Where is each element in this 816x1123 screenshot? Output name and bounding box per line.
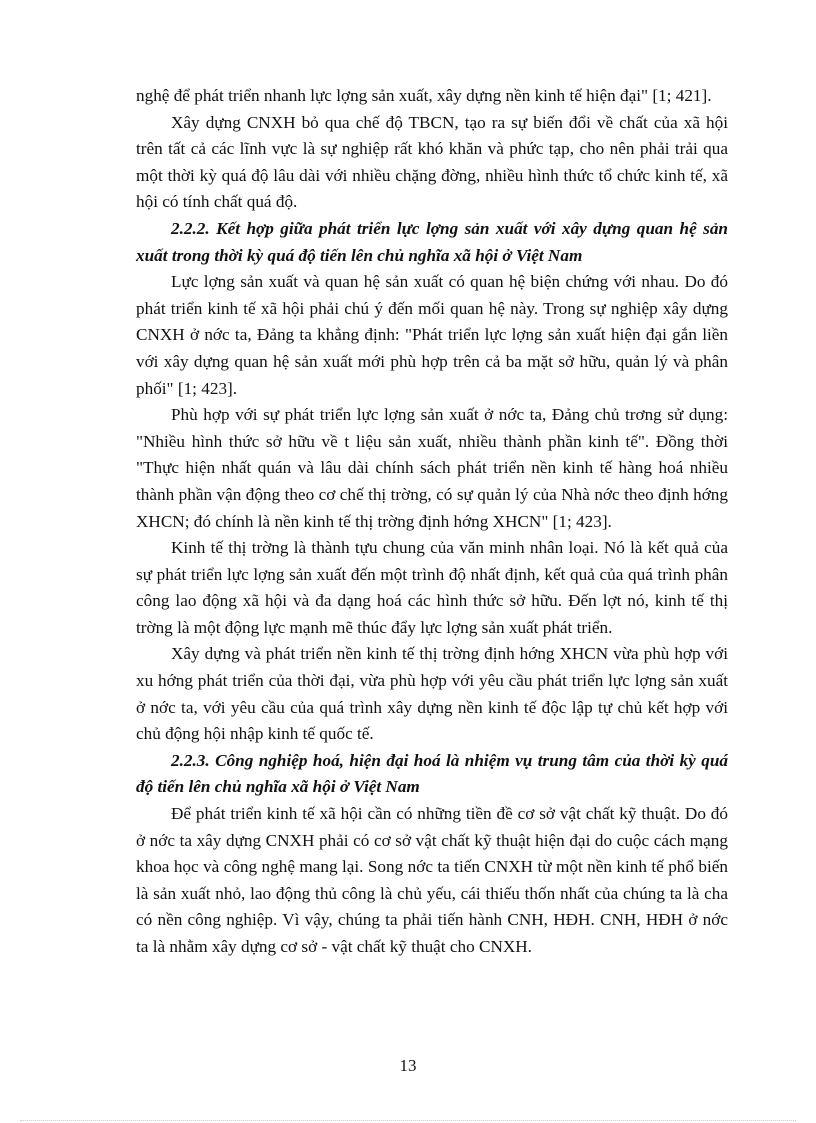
section-heading-2-2-2: 2.2.2. Kết hợp giữa phát triển lực lợng sản xuất với xây dựng quan hệ sản xuất trong thời kỳ quá độ tiến lên chủ nghĩa xã hội ở Việt Nam	[136, 218, 728, 265]
document-body	[136, 83, 728, 961]
page-bottom-divider	[20, 1120, 796, 1121]
paragraph: Để phát triển kinh tế xã hội cần có những tiền đề cơ sở vật chất kỹ thuật. Do đó ở nớc ta xây dựng CNXH phải có cơ sở vật chất kỹ thuật hiện đại do cuộc cách mạng khoa học và công nghệ mang lại. Song nớc ta tiến CNXH từ một nền kinh tế phổ biến là sản xuất nhỏ, lao động thủ công là chủ yếu, cái thiếu thốn nhất của chúng ta là cha có nền công nghiệp. Vì vậy, chúng ta phải tiến hành CNH, HĐH. CNH, HĐH ở nớc ta là nhằm xây dựng cơ sở - vật chất kỹ thuật cho CNXH.	[136, 804, 728, 956]
paragraph: Phù hợp với sự phát triển lực lợng sản xuất ở nớc ta, Đảng chủ trơng sử dụng: "Nhiều hình thức sở hữu về t liệu sản xuất, nhiều thành phần kinh tế". Đồng thời "Thực hiện nhất quán và lâu dài chính sách phát triển nền kinh tế hàng hoá nhiều thành phần vận động theo cơ chế thị trờng, có sự quản lý của Nhà nớc theo định hớng XHCN; đó chính là nền kinh tế thị trờng định hớng XHCN" [1; 423].	[136, 405, 728, 531]
paragraph-continuation: nghệ để phát triển nhanh lực lợng sản xuất, xây dựng nền kinh tế hiện đại" [1; 421].	[136, 86, 712, 105]
paragraph: Lực lợng sản xuất và quan hệ sản xuất có quan hệ biện chứng với nhau. Do đó phát triển kinh tế xã hội phải chú ý đến mối quan hệ này. Trong sự nghiệp xây dựng CNXH ở nớc ta, Đảng ta khẳng định: "Phát triển lực lợng sản xuất hiện đại gắn liền với xây dựng quan hệ sản xuất mới phù hợp trên cả ba mặt sở hữu, quản lý và phân phối" [1; 423].	[136, 272, 728, 398]
paragraph: Xây dựng và phát triển nền kinh tế thị trờng định hớng XHCN vừa phù hợp với xu hớng phát triển của thời đại, vừa phù hợp với yêu cầu phát triển lực lợng sản xuất ở nớc ta, với yêu cầu của quá trình xây dựng nền kinh tế độc lập tự chủ kết hợp với chủ động hội nhập kinh tế quốc tế.	[136, 644, 728, 744]
page-number: 13	[399, 1056, 417, 1075]
section-heading-2-2-3: 2.2.3. Công nghiệp hoá, hiện đại hoá là nhiệm vụ trung tâm của thời kỳ quá độ tiến lên chủ nghĩa xã hội ở Việt Nam	[136, 750, 728, 797]
paragraph: Kinh tế thị trờng là thành tựu chung của văn minh nhân loại. Nó là kết quả của sự phát triển lực lợng sản xuất đến một trình độ nhất định, kết quả của quá trình phân công lao động xã hội và đa dạng hoá các hình thức sở hữu. Đến lợt nó, kinh tế thị trờng là một động lực mạnh mẽ thúc đẩy lực lợng sản xuất phát triển.	[136, 538, 728, 637]
paragraph: Xây dựng CNXH bỏ qua chế độ TBCN, tạo ra sự biến đổi về chất của xã hội trên tất cả các lĩnh vực là sự nghiệp rất khó khăn và phức tạp, cho nên phải trải qua một thời kỳ quá độ lâu dài với nhiều chặng đờng, nhiều hình thức tổ chức kinh tế, xã hội có tính chất quá độ.	[136, 112, 728, 212]
